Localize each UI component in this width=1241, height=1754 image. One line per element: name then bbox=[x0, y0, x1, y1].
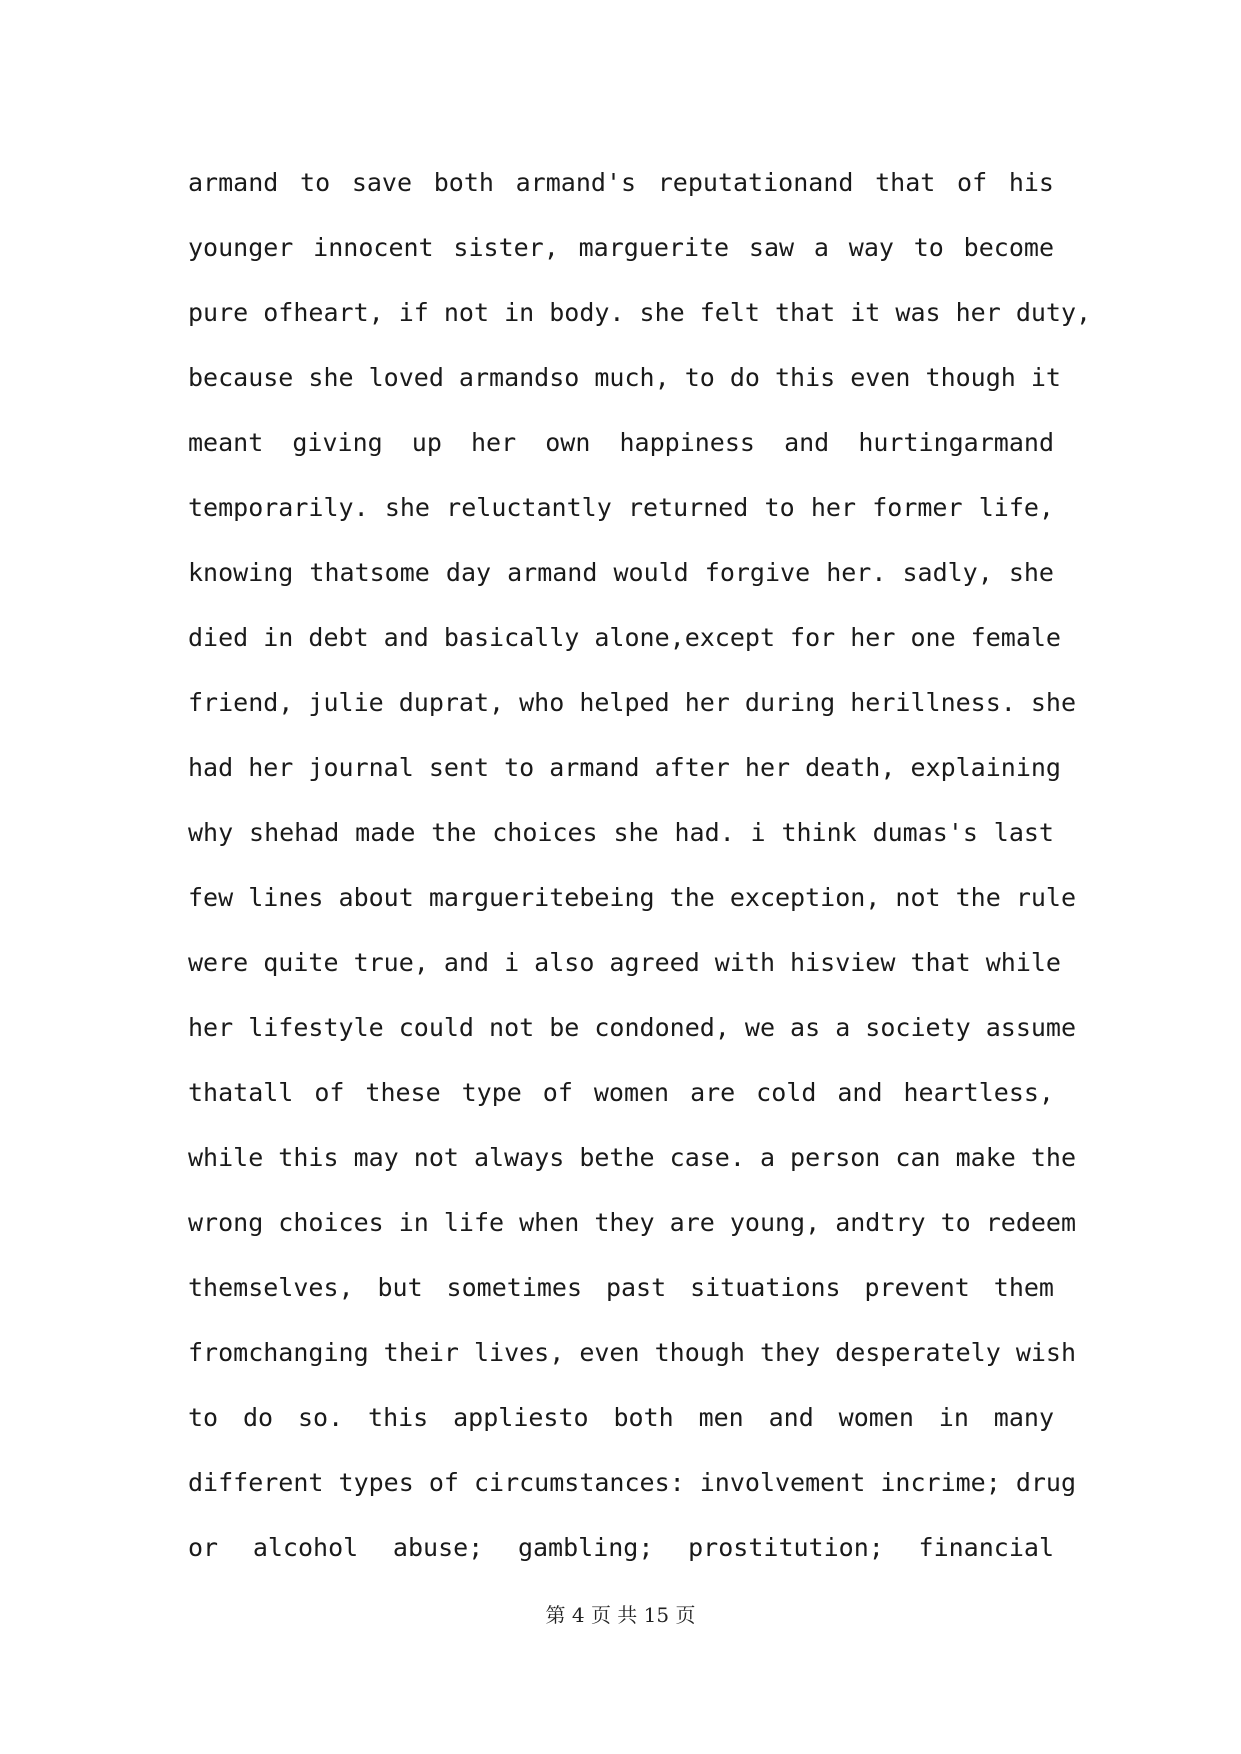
text-line: armand to save both armand's reputationand that of his bbox=[188, 168, 1054, 197]
text-line: why shehad made the choices she had. i think dumas's last bbox=[188, 818, 1054, 847]
body-text bbox=[188, 150, 1092, 1580]
text-line: were quite true, and i also agreed with hisview that while bbox=[188, 948, 1061, 977]
text-line: pure ofheart, if not in body. she felt that it was her duty, bbox=[188, 298, 1092, 327]
text-line: thatall of these type of women are cold and heartless, bbox=[188, 1078, 1054, 1107]
page-number-footer: 第 4 页 共 15 页 bbox=[545, 1603, 696, 1627]
text-line: knowing thatsome day armand would forgive her. sadly, she bbox=[188, 558, 1054, 587]
text-line: friend, julie duprat, who helped her during herillness. she bbox=[188, 688, 1077, 717]
text-line: died in debt and basically alone,except for her one female bbox=[188, 623, 1061, 652]
text-line: few lines about margueritebeing the exception, not the rule bbox=[188, 883, 1077, 912]
text-line: while this may not always bethe case. a person can make the bbox=[188, 1143, 1077, 1172]
text-line: themselves, but sometimes past situations prevent them bbox=[188, 1273, 1054, 1302]
text-line: younger innocent sister, marguerite saw a way to become bbox=[188, 233, 1054, 262]
text-line: meant giving up her own happiness and hurtingarmand bbox=[188, 428, 1054, 457]
text-line: or alcohol abuse; gambling; prostitution; financial bbox=[188, 1533, 1054, 1562]
text-line: her lifestyle could not be condoned, we as a society assume bbox=[188, 1013, 1077, 1042]
text-line: because she loved armandso much, to do this even though it bbox=[188, 363, 1061, 392]
text-line: wrong choices in life when they are young, andtry to redeem bbox=[188, 1208, 1077, 1237]
text-line: different types of circumstances: involvement incrime; drug bbox=[188, 1468, 1077, 1497]
text-line: fromchanging their lives, even though they desperately wish bbox=[188, 1338, 1077, 1367]
text-line: to do so. this appliesto both men and women in many bbox=[188, 1403, 1054, 1432]
text-line: had her journal sent to armand after her death, explaining bbox=[188, 753, 1061, 782]
text-line: temporarily. she reluctantly returned to her former life, bbox=[188, 493, 1054, 522]
